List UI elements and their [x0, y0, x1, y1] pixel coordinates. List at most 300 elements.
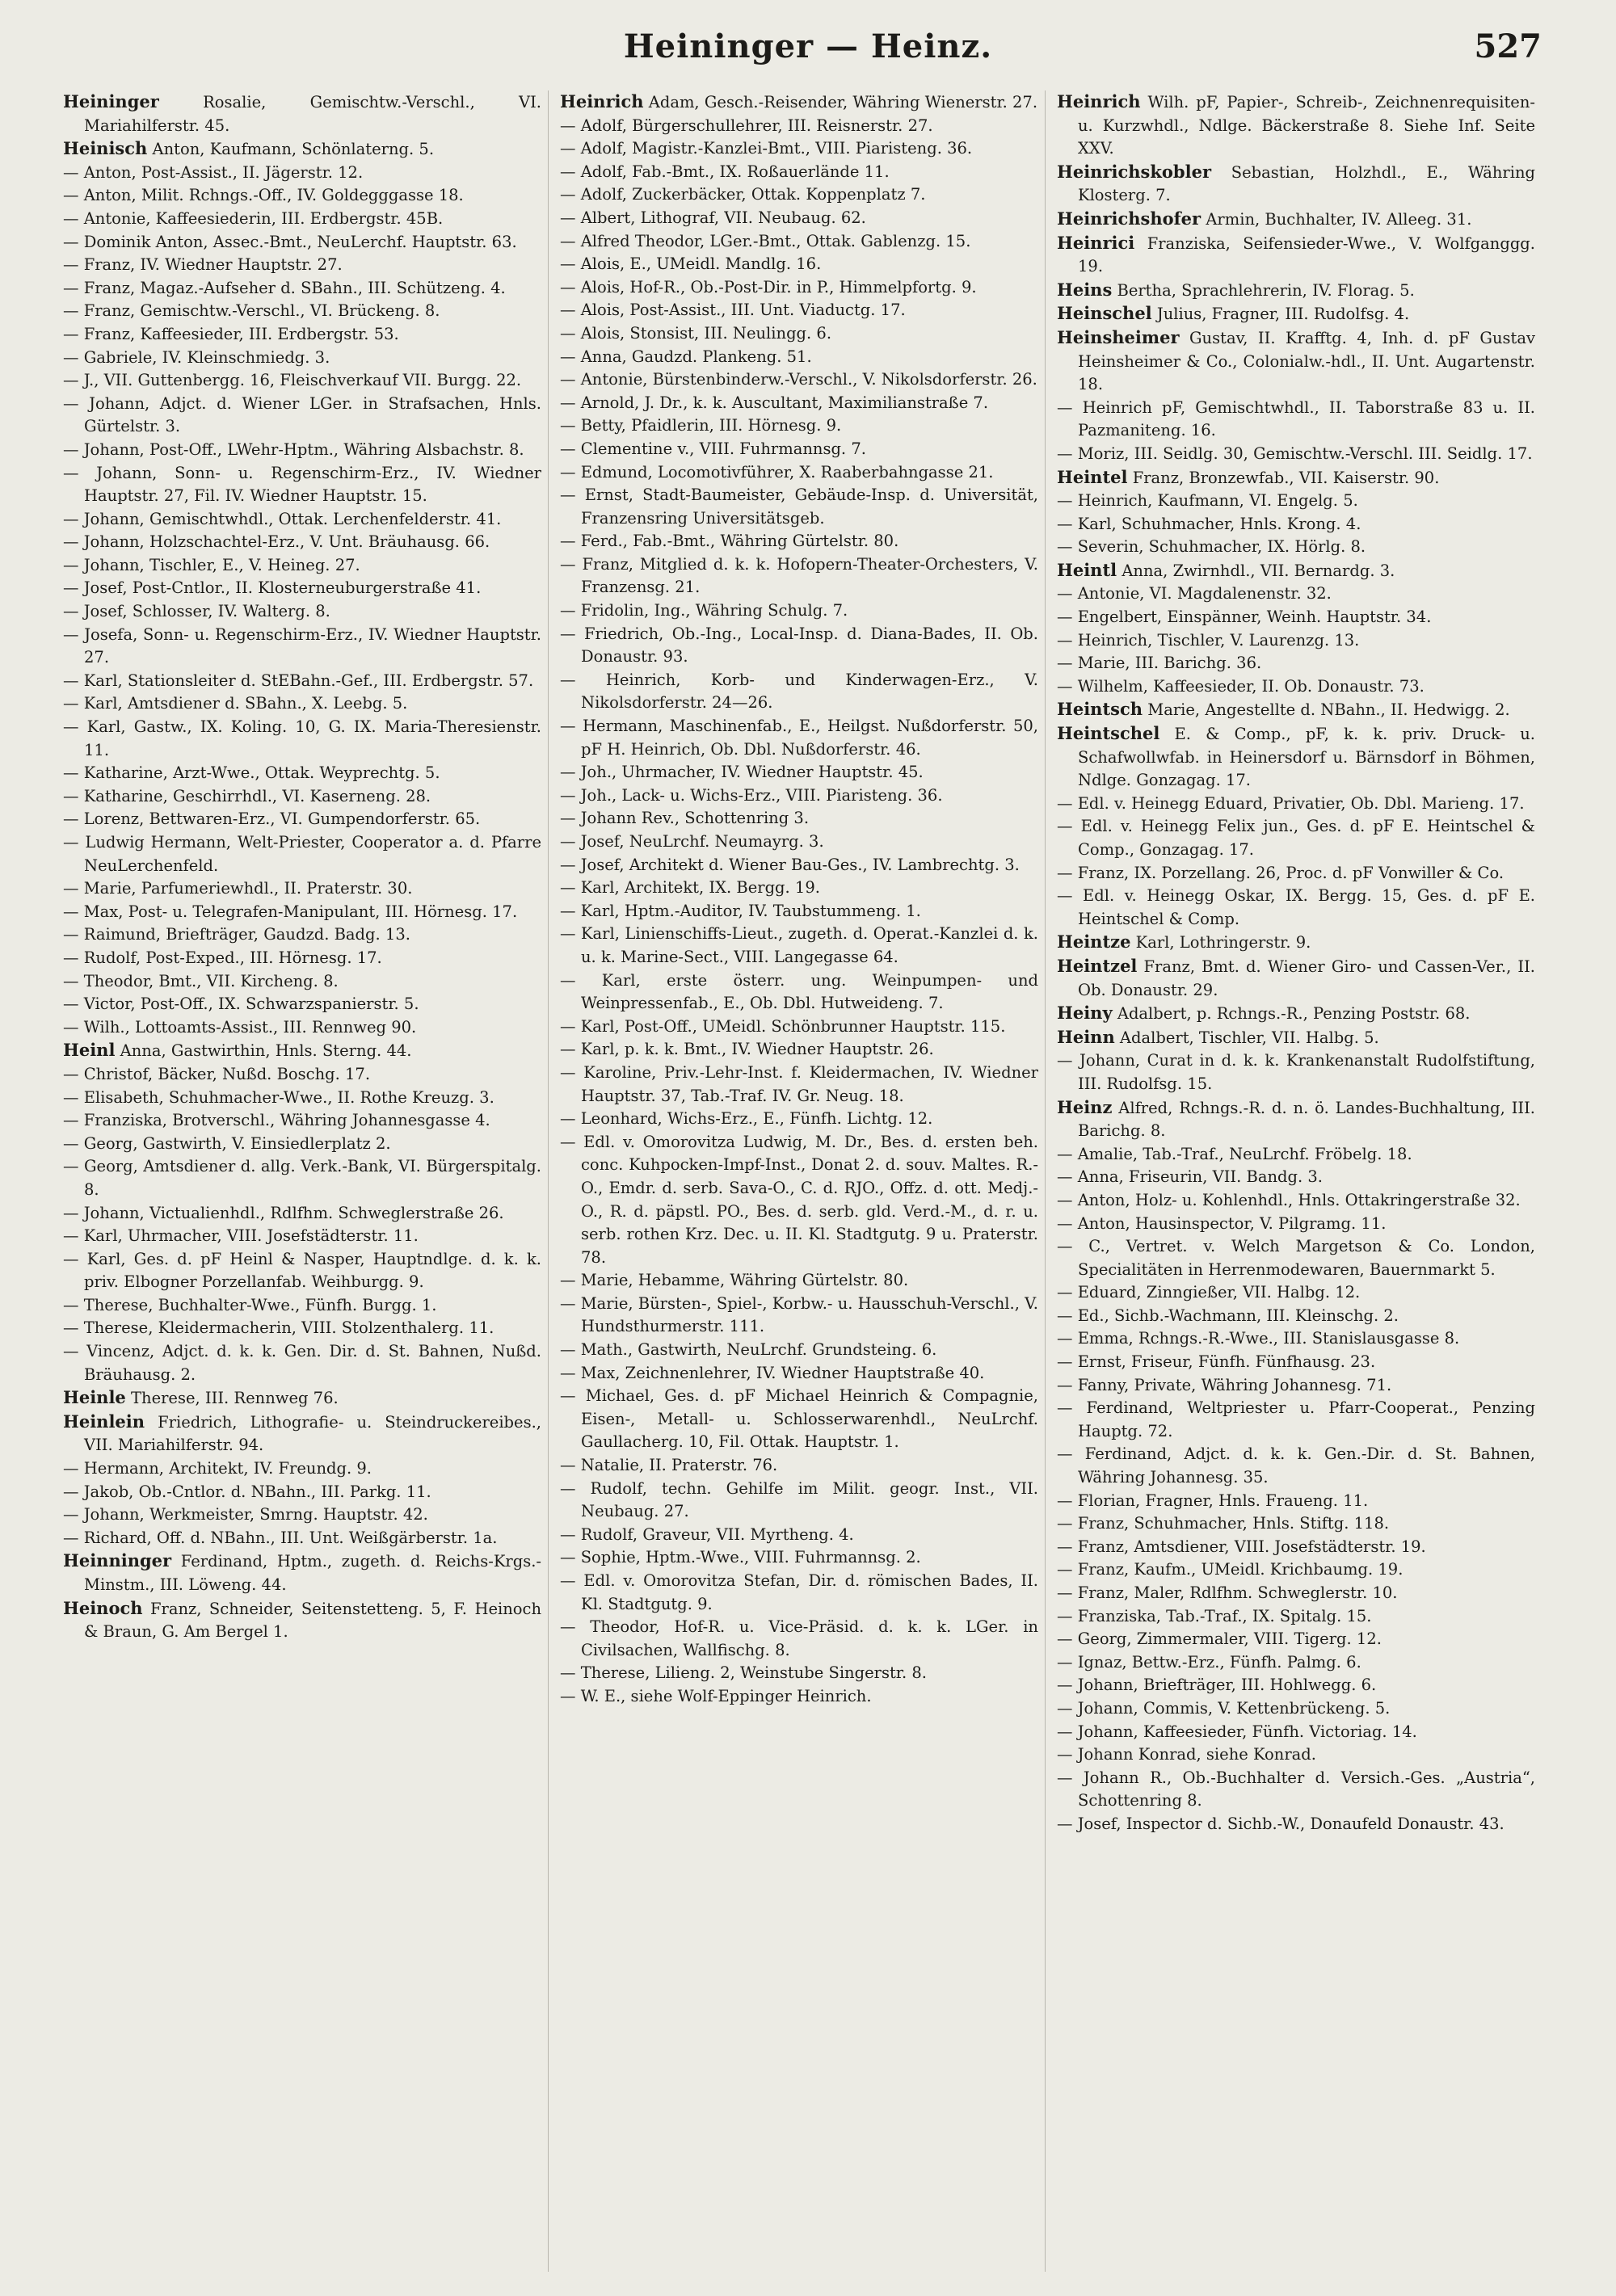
entry-text: — Karl, Post-Off., UMeidl. Schönbrunner Hauptstr. 115. [560, 1016, 1006, 1036]
directory-entry [1057, 1443, 1535, 1489]
entry-text: — Clementine v., VIII. Fuhrmannsg. 7. [560, 439, 866, 458]
directory-entry [1057, 1143, 1535, 1167]
entry-text: Armin, Buchhalter, IV. Alleeg. 31. [1206, 209, 1472, 229]
entry-text: Franz, Bmt. d. Wiener Giro- und Cassen-Ver., II. Ob. Donaustr. 29. [1078, 957, 1535, 999]
entry-text: — Christof, Bäcker, Nußd. Boschg. 17. [63, 1064, 371, 1083]
directory-entry [1057, 536, 1535, 559]
entry-text: — Josef, Architekt d. Wiener Bau-Ges., IV. Lambrechtg. 3. [560, 855, 1020, 874]
entry-text: — Moriz, III. Seidlg. 30, Gemischtw.-Verschl. III. Seidlg. 17. [1057, 444, 1533, 463]
directory-columns [63, 90, 1542, 2272]
entry-text: — Johann R., Ob.-Buchhalter d. Versich.-Ges. „Austria“, Schottenring 8. [1057, 1768, 1535, 1810]
directory-entry [560, 1062, 1038, 1108]
directory-entry [560, 253, 1038, 276]
directory-entry [560, 137, 1038, 161]
directory-entry [63, 508, 541, 532]
entry-text: — Rudolf, Post-Exped., III. Hörnesg. 17. [63, 948, 382, 967]
entry-text: — Hermann, Architekt, IV. Freundg. 9. [63, 1459, 372, 1478]
directory-entry [1057, 862, 1535, 885]
entry-text: — Severin, Schuhmacher, IX. Hörlg. 8. [1057, 537, 1366, 557]
directory-entry [560, 276, 1038, 300]
directory-entry [560, 1293, 1038, 1339]
entry-text: — Franz, Gemischtw.-Verschl., VI. Brückeng. 8. [63, 301, 440, 321]
directory-entry [560, 1570, 1038, 1616]
directory-entry [63, 1225, 541, 1248]
entry-text: — Franz, Kaffeesieder, III. Erdbergstr. 53. [63, 324, 399, 343]
directory-entry [1057, 232, 1535, 279]
entry-surname: Heinle [63, 1387, 126, 1408]
directory-entry [63, 90, 541, 137]
entry-text: — Alfred Theodor, LGer.-Bmt., Ottak. Gablenzg. 15. [560, 231, 971, 250]
directory-entry [560, 346, 1038, 369]
directory-entry [63, 1457, 541, 1481]
entry-text: — Antonie, Kaffeesiederin, III. Erdbergstr. 45B. [63, 208, 444, 228]
directory-entry [1057, 1743, 1535, 1767]
entry-surname: Heinrich [560, 91, 644, 111]
directory-entry [63, 1317, 541, 1340]
directory-entry [63, 184, 541, 208]
entry-text: — Ferdinand, Adjct. d. k. k. Gen.-Dir. d. St. Bahnen, Währing Johannesg. 35. [1057, 1444, 1535, 1487]
entry-text: — Alois, Post-Assist., III. Unt. Viaductg. 17. [560, 301, 906, 320]
directory-entry [1057, 793, 1535, 816]
entry-surname: Heintzel [1057, 955, 1138, 976]
directory-entry [63, 1503, 541, 1527]
directory-entry [63, 323, 541, 347]
directory-entry [1057, 1002, 1535, 1026]
directory-entry [1057, 606, 1535, 629]
directory-entry [560, 1616, 1038, 1662]
entry-text: — Anton, Holz- u. Kohlenhdl., Hnls. Ottakringerstraße 32. [1057, 1190, 1521, 1209]
entry-text: — Antonie, VI. Magdalenenstr. 32. [1057, 584, 1332, 603]
entry-text: — Marie, Parfumeriewhdl., II. Praterstr. 30. [63, 879, 413, 898]
directory-entry [63, 600, 541, 624]
directory-entry [1057, 582, 1535, 606]
directory-entry [1057, 1697, 1535, 1721]
entry-text: — Josef, Inspector d. Sichb.-W., Donaufeld Donaustr. 43. [1057, 1814, 1504, 1833]
entry-text: Marie, Angestellte d. NBahn., II. Hedwigg. 2. [1147, 700, 1510, 720]
directory-entry [63, 1202, 541, 1226]
directory-entry [560, 115, 1038, 138]
directory-entry [1057, 698, 1535, 722]
directory-entry [63, 300, 541, 323]
entry-text: — Theodor, Bmt., VII. Kircheng. 8. [63, 971, 339, 990]
entry-text: — Max, Zeichnenlehrer, IV. Wiedner Hauptstraße 40. [560, 1363, 985, 1382]
entry-text: — Franz, Magaz.-Aufseher d. SBahn., III. Schützeng. 4. [63, 278, 506, 297]
entry-text: — Franziska, Tab.-Traf., IX. Spitalg. 15. [1057, 1606, 1372, 1625]
entry-text: — Anna, Gaudzd. Plankeng. 51. [560, 347, 812, 366]
entry-text: — Eduard, Zinngießer, VII. Halbg. 12. [1057, 1283, 1361, 1302]
entry-text: — Karl, Schuhmacher, Hnls. Krong. 4. [1057, 514, 1361, 533]
directory-entry [560, 623, 1038, 669]
entry-text: — Franz, Kaufm., UMeidl. Krichbaumg. 19. [1057, 1560, 1403, 1579]
entry-text: — Max, Post- u. Telegrafen-Manipulant, III. Hörnesg. 17. [63, 902, 518, 921]
entry-text: — Ferd., Fab.-Bmt., Währing Gürtelstr. 80. [560, 532, 899, 551]
directory-entry [560, 161, 1038, 184]
entry-text: — Engelbert, Einspänner, Weinh. Hauptstr. 34. [1057, 608, 1432, 627]
entry-text: — Richard, Off. d. NBahn., III. Unt. Weißgärberstr. 1a. [63, 1528, 498, 1547]
entry-text: — Karl, Ges. d. pF Heinl & Nasper, Hauptndlge. d. k. k. priv. Elbogner Porzellanfab. Weihburgg. 9. [63, 1249, 541, 1292]
entry-text: — Ignaz, Bettw.-Erz., Fünfh. Palmg. 6. [1057, 1652, 1361, 1672]
entry-text: — Johann, Sonn- u. Regenschirm-Erz., IV. Wiedner Hauptstr. 27, Fil. IV. Wiedner Hauptstr. 15. [63, 463, 541, 506]
entry-text: — Marie, Bürsten-, Spiel-, Korbw.- u. Hausschuh-Verschl., V. Hundsthurmerstr. 111. [560, 1293, 1038, 1336]
entry-text: — Anton, Post-Assist., II. Jägerstr. 12. [63, 162, 364, 182]
directory-entry [560, 368, 1038, 392]
directory-entry [63, 993, 541, 1016]
entry-text: — Therese, Lilieng. 2, Weinstube Singerstr. 8. [560, 1663, 927, 1683]
directory-entry [1057, 1674, 1535, 1697]
entry-text: — Josef, NeuLrchf. Neumayrg. 3. [560, 832, 824, 851]
entry-text: — Anna, Friseurin, VII. Bandg. 3. [1057, 1167, 1323, 1187]
directory-entry [1057, 1096, 1535, 1143]
entry-text: Anna, Zwirnhdl., VII. Bernardg. 3. [1122, 561, 1395, 580]
directory-entry [63, 1133, 541, 1156]
entry-surname: Heins [1057, 279, 1113, 300]
directory-entry [1057, 1397, 1535, 1443]
entry-text: — Johann, Holzschachtel-Erz., V. Unt. Bräuhausg. 66. [63, 532, 490, 552]
entry-text: Adam, Gesch.-Reisender, Währing Wienerstr. 27. [648, 93, 1038, 111]
directory-entry [63, 831, 541, 877]
entry-text: — Joh., Uhrmacher, IV. Wiedner Hauptstr. 45. [560, 763, 924, 782]
entry-text: — Natalie, II. Praterstr. 76. [560, 1456, 778, 1475]
directory-entry [560, 1524, 1038, 1547]
entry-text: — Josef, Schlosser, IV. Walterg. 8. [63, 602, 330, 621]
directory-entry [560, 923, 1038, 969]
entry-text: — Johann, Gemischtwhdl., Ottak. Lerchenfelderstr. 41. [63, 509, 502, 528]
directory-entry [1057, 931, 1535, 955]
entry-text: — Adolf, Bürgerschullehrer, III. Reisnerstr. 27. [560, 116, 933, 135]
directory-entry [560, 1662, 1038, 1685]
entry-text: — Antonie, Bürstenbinderw.-Verschl., V. Nikolsdorferstr. 26. [560, 370, 1037, 389]
directory-entry [560, 1454, 1038, 1478]
entry-text: — Franziska, Brotverschl., Währing Johannesgasse 4. [63, 1111, 490, 1130]
directory-entry [1057, 1351, 1535, 1374]
entry-text: — Josef, Post-Cntlor., II. Klosterneuburgerstraße 41. [63, 578, 482, 598]
directory-entry [560, 854, 1038, 877]
entry-text: — Ludwig Hermann, Welt-Priester, Cooperator a. d. Pfarre NeuLerchenfeld. [63, 833, 541, 875]
entry-surname: Heintze [1057, 931, 1131, 952]
directory-entry [63, 162, 541, 185]
directory-entry [1057, 675, 1535, 699]
directory-entry [1057, 1235, 1535, 1281]
entry-surname: Heintl [1057, 559, 1117, 580]
entry-text: — Karl, Hptm.-Auditor, IV. Taubstummeng. 1. [560, 901, 921, 920]
directory-entry [560, 392, 1038, 415]
entry-text: — Karl, Amtsdiener d. SBahn., X. Leebg. 5. [63, 694, 408, 713]
directory-entry [560, 761, 1038, 784]
directory-entry [1057, 1651, 1535, 1675]
directory-entry [560, 438, 1038, 461]
directory-entry [63, 208, 541, 231]
entry-text: Adalbert, Tischler, VII. Halbg. 5. [1119, 1028, 1379, 1047]
entry-surname: Heinninger [63, 1550, 172, 1571]
directory-entry [63, 692, 541, 716]
entry-text: — Therese, Buchhalter-Wwe., Fünfh. Burgg. 1. [63, 1295, 437, 1314]
column-left [63, 90, 549, 2272]
entry-text: — Georg, Gastwirth, V. Einsiedlerplatz 2. [63, 1133, 391, 1153]
entry-text: Therese, III. Rennweg 76. [131, 1389, 339, 1408]
entry-surname: Heinsheimer [1057, 326, 1180, 347]
directory-entry [63, 1386, 541, 1411]
directory-entry [1057, 1374, 1535, 1398]
entry-text: — Sophie, Hptm.-Wwe., VIII. Fuhrmannsg. 2. [560, 1548, 921, 1567]
directory-entry [560, 299, 1038, 322]
entry-text: — Jakob, Ob.-Cntlor. d. NBahn., III. Parkg. 11. [63, 1482, 431, 1501]
directory-entry [63, 254, 541, 277]
directory-entry [560, 230, 1038, 254]
entry-text: — Ernst, Stadt-Baumeister, Gebäude-Insp. d. Universität, Franzensring Universitätsgeb. [560, 486, 1038, 528]
directory-entry [560, 1362, 1038, 1386]
column-middle [560, 90, 1046, 2272]
directory-entry [63, 577, 541, 600]
page-header [0, 0, 1616, 89]
directory-entry [63, 624, 541, 670]
entry-text: — Edl. v. Heinegg Eduard, Privatier, Ob. Dbl. Marieng. 17. [1057, 793, 1525, 813]
directory-entry [63, 531, 541, 554]
directory-entry [63, 1411, 541, 1457]
entry-text: — Edl. v. Heinegg Oskar, IX. Bergg. 15, Ges. d. pF E. Heintschel & Comp. [1057, 886, 1535, 928]
entry-text: — Franz, IV. Wiedner Hauptstr. 27. [63, 255, 343, 275]
entry-text: — Franz, IX. Porzellang. 26, Proc. d. pF Vonwiller & Co. [1057, 863, 1504, 882]
directory-entry [1057, 559, 1535, 583]
directory-entry [1057, 629, 1535, 653]
entry-text: Anna, Gastwirthin, Hnls. Sterng. 44. [120, 1041, 412, 1061]
directory-entry [1057, 885, 1535, 931]
directory-entry [1057, 1026, 1535, 1050]
directory-entry [63, 877, 541, 901]
entry-text: — Betty, Pfaidlerin, III. Hörnesg. 9. [560, 416, 842, 435]
entry-text: — Hermann, Maschinenfab., E., Heilgst. Nußdorferstr. 50, pF H. Heinrich, Ob. Dbl. Nußdorferstr. 46. [560, 717, 1038, 759]
directory-entry [63, 1597, 541, 1644]
directory-entry [560, 484, 1038, 530]
page-number: 527 [1474, 27, 1542, 65]
entry-text: — W. E., siehe Wolf-Eppinger Heinrich. [560, 1686, 872, 1705]
directory-entry [63, 1016, 541, 1040]
directory-entry [1057, 1582, 1535, 1605]
directory-entry [560, 207, 1038, 230]
entry-text: Friedrich, Lithografie- u. Steindruckereibes., VII. Mariahilferstr. 94. [84, 1412, 541, 1455]
directory-entry [560, 1038, 1038, 1062]
entry-text: — Wilh., Lottoamts-Assist., III. Rennweg 90. [63, 1017, 417, 1037]
entry-surname: Heiny [1057, 1003, 1113, 1024]
entry-text: — Vincenz, Adjct. d. k. k. Gen. Dir. d. St. Bahnen, Nußd. Bräuhausg. 2. [63, 1342, 541, 1384]
directory-entry [560, 530, 1038, 553]
entry-text: Franz, Bronzewfab., VII. Kaiserstr. 90. [1132, 468, 1440, 487]
directory-entry [560, 90, 1038, 115]
directory-entry [63, 785, 541, 809]
entry-text: — Wilhelm, Kaffeesieder, II. Ob. Donaustr. 73. [1057, 676, 1425, 696]
entry-surname: Heinn [1057, 1026, 1115, 1047]
directory-entry [63, 347, 541, 370]
directory-entry [63, 1087, 541, 1110]
directory-entry [63, 369, 541, 393]
entry-text: — Rudolf, Graveur, VII. Myrtheng. 4. [560, 1524, 854, 1544]
entry-text: — J., VII. Guttenbergg. 16, Fleischverkauf VII. Burgg. 22. [63, 371, 522, 390]
entry-surname: Heintschel [1057, 723, 1160, 744]
directory-entry [1057, 397, 1535, 443]
directory-entry [560, 969, 1038, 1016]
entry-text: — Katharine, Arzt-Wwe., Ottak. Weyprechtg. 5. [63, 763, 440, 783]
entry-text: — Georg, Amtsdiener d. allg. Verk.-Bank, VI. Bürgerspitalg. 8. [63, 1157, 541, 1199]
entry-text: — Math., Gastwirth, NeuLrchf. Grundsteing. 6. [560, 1340, 937, 1360]
entry-text: — Emma, Rchngs.-R.-Wwe., III. Stanislausgasse 8. [1057, 1329, 1460, 1348]
entry-text: — Johann, Kaffeesieder, Fünfh. Victoriag. 14. [1057, 1722, 1417, 1741]
directory-entry [63, 1039, 541, 1063]
directory-entry [63, 1550, 541, 1596]
entry-text: Sebastian, Holzhdl., E., Währing Klosterg. 7. [1078, 162, 1535, 205]
directory-entry [63, 923, 541, 947]
entry-text: — Arnold, J. Dr., k. k. Auscultant, Maximilianstraße 7. [560, 393, 989, 412]
entry-text: — Adolf, Zuckerbäcker, Ottak. Koppenplatz 7. [560, 185, 926, 204]
entry-text: — Ferdinand, Weltpriester u. Pfarr-Cooperat., Penzing Hauptg. 72. [1057, 1398, 1535, 1440]
entry-text: — Joh., Lack- u. Wichs-Erz., VIII. Piaristeng. 36. [560, 785, 943, 805]
entry-text: — Alois, Stonsist, III. Neulingg. 6. [560, 323, 832, 343]
directory-entry [1057, 208, 1535, 232]
entry-text: — Heinrich pF, Gemischtwhdl., II. Taborstraße 83 u. II. Pazmaniteng. 16. [1057, 397, 1535, 440]
entry-text: — Katharine, Geschirrhdl., VI. Kaserneng. 28. [63, 786, 431, 805]
entry-text: — Gabriele, IV. Kleinschmiedg. 3. [63, 347, 330, 367]
entry-surname: Heinlein [63, 1411, 145, 1432]
directory-entry [560, 831, 1038, 854]
entry-text: — Therese, Kleidermacherin, VIII. Stolzenthalerg. 11. [63, 1318, 494, 1338]
entry-text: — Johann, Victualienhdl., Rdlfhm. Schweglerstraße 26. [63, 1203, 504, 1222]
directory-entry [1057, 652, 1535, 675]
directory-entry [63, 1340, 541, 1386]
directory-entry [63, 762, 541, 785]
directory-entry [560, 1685, 1038, 1709]
directory-entry [1057, 161, 1535, 208]
directory-entry [1057, 1628, 1535, 1651]
directory-entry [560, 1339, 1038, 1362]
entry-text: Franziska, Seifensieder-Wwe., V. Wolfganggg. 19. [1078, 233, 1535, 276]
entry-text: — Franz, Schuhmacher, Hnls. Stiftg. 118. [1057, 1514, 1390, 1533]
directory-entry [63, 670, 541, 693]
directory-entry [63, 1155, 541, 1201]
directory-entry [63, 439, 541, 462]
entry-text: — Franz, Maler, Rdlfhm. Schweglerstr. 10. [1057, 1583, 1398, 1602]
directory-entry [1057, 1512, 1535, 1536]
entry-text: — Karoline, Priv.-Lehr-Inst. f. Kleidermachen, IV. Wiedner Hauptstr. 37, Tab.-Traf. IV. Gr. Neug. 18. [560, 1062, 1038, 1105]
directory-entry [560, 599, 1038, 623]
entry-surname: Heininger [63, 91, 159, 111]
directory-entry [63, 970, 541, 994]
entry-text: — Karl, Gastw., IX. Koling. 10, G. IX. Maria-Theresienstr. 11. [63, 717, 541, 759]
directory-entry [1057, 1767, 1535, 1813]
directory-entry [560, 1385, 1038, 1454]
directory-entry [63, 462, 541, 508]
directory-entry [1057, 302, 1535, 326]
directory-entry [63, 1481, 541, 1504]
directory-entry [560, 553, 1038, 599]
entry-text: — Anton, Milit. Rchngs.-Off., IV. Goldegggasse 18. [63, 186, 464, 205]
entry-text: — Johann Rev., Schottenring 3. [560, 809, 810, 828]
entry-text: — Karl, Architekt, IX. Bergg. 19. [560, 878, 820, 898]
entry-text: — Lorenz, Bettwaren-Erz., VI. Gumpendorferstr. 65. [63, 809, 481, 829]
entry-surname: Heinisch [63, 138, 148, 159]
directory-entry [63, 1063, 541, 1087]
entry-text: — Johann, Commis, V. Kettenbrückeng. 5. [1057, 1698, 1391, 1718]
running-title: Heininger — Heinz. [623, 27, 993, 65]
entry-text: Alfred, Rchngs.-R. d. n. ö. Landes-Buchhaltung, III. Barichg. 8. [1078, 1098, 1536, 1141]
entry-text: — Leonhard, Wichs-Erz., E., Fünfh. Lichtg. 12. [560, 1109, 933, 1129]
entry-text: — Johann, Adjct. d. Wiener LGer. in Strafsachen, Hnls. Gürtelstr. 3. [63, 393, 541, 436]
directory-entry [1057, 722, 1535, 793]
directory-entry [1057, 1327, 1535, 1351]
entry-surname: Heinrichshofer [1057, 208, 1201, 229]
entry-text: Ferdinand, Hptm., zugeth. d. Reichs-Krgs.-Minstm., III. Löweng. 44. [84, 1552, 541, 1594]
entry-text: — Ed., Sichb.-Wachmann, III. Kleinschg. 2. [1057, 1306, 1399, 1325]
entry-text: — Karl, Linienschiffs-Lieut., zugeth. d. Operat.-Kanzlei d. k. u. k. Marine-Sect., VIII. Langegasse 64. [560, 924, 1038, 966]
directory-entry [1057, 513, 1535, 536]
directory-entry [560, 1546, 1038, 1570]
entry-text: — Michael, Ges. d. pF Michael Heinrich & Compagnie, Eisen-, Metall- u. Schlosserwarenhdl., NeuLrchf. Gaullacherg. 10, Fil. Ottak. Hauptstr. 1. [560, 1386, 1038, 1452]
directory-entry [1057, 1605, 1535, 1629]
directory-entry [63, 137, 541, 162]
directory-entry [63, 231, 541, 254]
entry-text: — Johann, Post-Off., LWehr-Hptm., Währing Alsbachstr. 8. [63, 439, 524, 459]
entry-text: Adalbert, p. Rchngs.-R., Penzing Poststr. 68. [1117, 1004, 1471, 1024]
directory-entry [63, 947, 541, 970]
entry-surname: Heinrichskobler [1057, 161, 1212, 182]
entry-surname: Heintel [1057, 466, 1128, 487]
column-right [1057, 90, 1542, 2272]
entry-text: — Elisabeth, Schuhmacher-Wwe., II. Rothe Kreuzg. 3. [63, 1087, 494, 1107]
directory-entry [63, 1527, 541, 1550]
directory-entry [1057, 1721, 1535, 1744]
entry-text: — Raimund, Briefträger, Gaudzd. Badg. 13. [63, 925, 410, 944]
entry-text: — Dominik Anton, Assec.-Bmt., NeuLerchf. Hauptstr. 63. [63, 232, 517, 251]
entry-text: Wilh. pF, Papier-, Schreib-, Zeichnenrequisiten- u. Kurzwhdl., Ndlge. Bäckerstraße 8. Siehe Inf. Seite XXV. [1078, 93, 1535, 158]
directory-entry [1057, 1536, 1535, 1559]
directory-entry [1057, 326, 1535, 397]
directory-entry [560, 784, 1038, 808]
directory-entry [1057, 1166, 1535, 1189]
entry-text: — Heinrich, Korb- und Kinderwagen-Erz., V. Nikolsdorferstr. 24—26. [560, 670, 1038, 713]
entry-text: Karl, Lothringerstr. 9. [1135, 933, 1311, 952]
directory-entry [63, 393, 541, 439]
entry-text: — Heinrich, Kaufmann, VI. Engelg. 5. [1057, 491, 1358, 511]
directory-entry [560, 322, 1038, 346]
directory-entry [1057, 90, 1535, 161]
directory-entry [1057, 1305, 1535, 1328]
entry-text: — Ernst, Friseur, Fünfh. Fünfhausg. 23. [1057, 1352, 1376, 1372]
directory-entry [1057, 1490, 1535, 1513]
entry-text: — Anton, Hausinspector, V. Pilgramg. 11. [1057, 1213, 1387, 1233]
entry-text: — Adolf, Fab.-Bmt., IX. Roßauerlände 11. [560, 162, 890, 181]
entry-surname: Heinschel [1057, 303, 1152, 324]
directory-entry [1057, 466, 1535, 490]
entry-text: — Johann, Briefträger, III. Hohlwegg. 6. [1057, 1676, 1377, 1695]
entry-text: — Karl, Stationsleiter d. StEBahn.-Gef., III. Erdbergstr. 57. [63, 671, 534, 690]
entry-text: Gustav, II. Krafftg. 4, Inh. d. pF Gustav Heinsheimer & Co., Colonialw.-hdl., II. Unt. Augartenstr. 18. [1078, 328, 1536, 394]
entry-text: — Marie, III. Barichg. 36. [1057, 654, 1262, 673]
entry-surname: Heinrich [1057, 91, 1141, 111]
entry-text: — Marie, Hebamme, Währing Gürtelstr. 80. [560, 1271, 909, 1290]
entry-text: E. & Comp., pF, k. k. priv. Druck- u. Schafwollwfab. in Heinersdorf u. Bärnsdorf in Böhmen, Ndlge. Gonzagag. 17. [1078, 725, 1535, 790]
entry-text: — Heinrich, Tischler, V. Laurenzg. 13. [1057, 630, 1360, 650]
entry-surname: Heinrici [1057, 232, 1135, 253]
directory-entry [560, 1131, 1038, 1270]
entry-text: — Karl, erste österr. ung. Weinpumpen- und Weinpressenfab., E., Ob. Dbl. Hutweideng. 7. [560, 970, 1038, 1013]
entry-text: — Josefa, Sonn- u. Regenschirm-Erz., IV. Wiedner Hauptstr. 27. [63, 624, 541, 667]
entry-text: — Edmund, Locomotivführer, X. Raaberbahngasse 21. [560, 462, 994, 481]
directory-entry [63, 277, 541, 301]
entry-text: — Adolf, Magistr.-Kanzlei-Bmt., VIII. Piaristeng. 36. [560, 139, 973, 158]
entry-text: — Johann, Tischler, E., V. Heineg. 27. [63, 555, 360, 574]
directory-entry [63, 554, 541, 578]
entry-text: — Johann, Curat in d. k. k. Krankenanstalt Rudolfstiftung, III. Rudolfsg. 15. [1057, 1051, 1535, 1093]
directory-entry [1057, 279, 1535, 303]
directory-entry [1057, 1189, 1535, 1213]
directory-entry [63, 901, 541, 924]
